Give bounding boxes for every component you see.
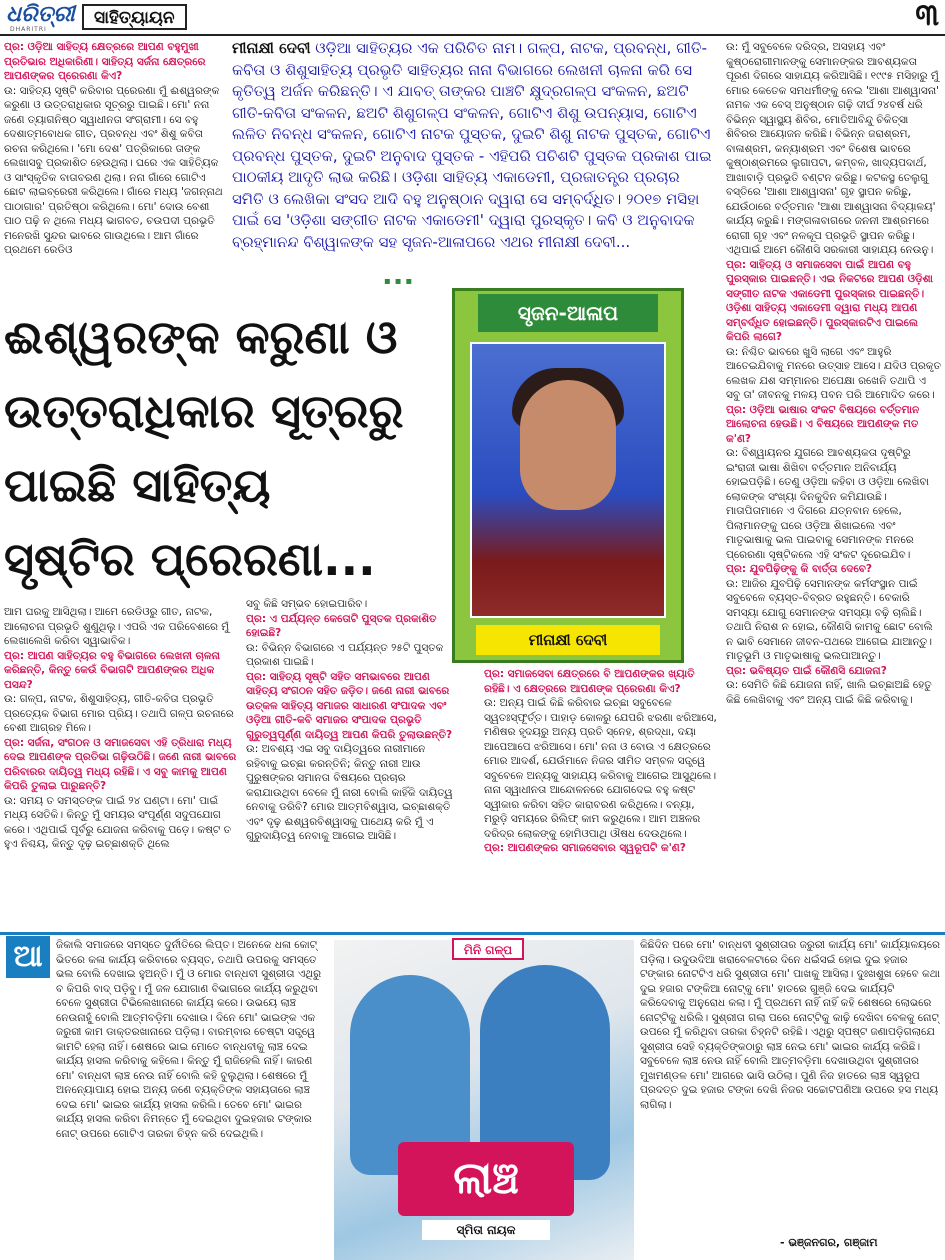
question: ପ୍ର: ଭବିଷ୍ୟତ ପାଇଁ କୌଣସି ଯୋଜନା? [726,664,887,677]
answer: ସବୁ କିଛି ସମ୍ଭବ ହୋଇପାରିବ। [246,598,368,610]
headline-line: ପାଇଛି ସାହିତ୍ୟ [4,458,271,512]
answer: ଉ: ଆଜିର ଯୁବପିଢ଼ି ସେମାନଙ୍କ କର୍ମସଂସ୍ଥାନ ପାଇଁ ସବୁବେଳେ ବ୍ୟସ୍ତ-ବିବ୍ରତ ରହୁଛନ୍ତି। ବେକାରି ସମସ୍ୟା ଯୋଗୁ ସେମାନଙ୍କ ସମସ୍ୟା ବଢ଼ି ଚାଲିଛି। ତଥାପି ନିରାଶ ନ ହୋଇ, କୌଣସି କାମକୁ ଛୋଟ ବୋଲି ନ ଭାବି ସେମାନେ ଜୀବନ-ପଥରେ ଆଗେଇ ଯାଆନ୍ତୁ। ମାତୃଭୂମି ଓ ମାତୃଭାଷାକୁ ଭଲପାଆନ୍ତୁ। [726,577,933,662]
story-left-text: ଜିକାଲି ସମାଜରେ ସମସ୍ତେ ଦୁର୍ନୀତିରେ ଲିପ୍ତ। ଅନେକେ ଧଳା କୋଟ୍ ଭିତରେ କଳା କାର୍ଯ୍ୟ କରିବାରେ ବ୍ୟସ୍ତ, ତଥାପି ଉପରକୁ ସମସ୍ତେ ଭଲ ବୋଲି ଦେଖାଇ ହୁଅନ୍ତି। ମୁଁ ଓ ମୋର ବାନ୍ଧବୀ ସୁଶ୍ରୀତା ଏଥିରୁ ବ କିପରି ବାଦ୍ ପଡ଼ିବୁ। ମୁଁ ଜଳ ଯୋଗାଣ ବିଭାଗରେ କାର୍ଯ୍ୟ କରୁଥିବା ବେଳେ ସୁଶ୍ରୀତା ଟିଭିଲେଖାନାରେ କାର୍ଯ୍ୟ କରେ। ଉଭୟେ ଲାଞ୍ଚ ନେଉନାହୁଁ ବୋଲି ଆତ୍ମବଡ଼ିମା ଦେଖାଉ। ଦିନେ ମୋ' ଭାଇଙ୍କ ଏକ ଜରୁରୀ କାମ ଡାକ୍ତରଖାନାରେ ପଡ଼ିଲା। ବାରମ୍ବାର ଚେଷ୍ଟା ସତ୍ତ୍ୱେ କାମଟି ହେଲା ନାହିଁ। ଶେଷରେ ଭାଇ ମୋତେ ବାନ୍ଧବୀକୁ ଲାଞ୍ଚ ଦେଇ କାର୍ଯ୍ୟ ହାସଲ କରିବାକୁ କହିଲେ। କିନ୍ତୁ ମୁଁ ରାଜିହେଲି ନାହିଁ। କାରଣ ମୋ' ବାନ୍ଧବୀ ଲାଞ୍ଚ ନେଉ ନାହିଁ ବୋଲି କହି ବୁଲୁଥିଲା। ଶେଷରେ ମୁଁ ଅନନ୍ୟୋପାୟ ହୋଇ ଅନ୍ୟ ଜଣେ ବ୍ୟକ୍ତିଙ୍କ ସହାୟତାରେ ଲାଞ୍ଚ ଦେଇ ମୋ' ଭାଇର କାର୍ଯ୍ୟ ହାସଲ କରିଲି। ତେବେ ମୋ' ଭାଇର କାର୍ଯ୍ୟ ହାସଲ କରିବା ନିମନ୍ତେ ମୁଁ ଦେଇଥିବା ଦୁଇହଜାର ଟଙ୍କାର ନୋଟ୍ ଉପରେ ଗୋଟିଏ ତାରକା ଚିହ୍ନ କରି ଦେଇଥିଲି। [56,939,322,1140]
question: ପ୍ର: ଯୁବପିଢ଼ିଙ୍କୁ କି ବାର୍ତ୍ତା ଦେବେ? [726,563,872,575]
photo-face [520,380,616,510]
intro-paragraph [232,38,712,273]
question: ପ୍ର: ସମାଜସେବା କ୍ଷେତ୍ରରେ ବି ଆପଣଙ୍କର ଖ୍ୟାତି ରହିଛି। ଏ କ୍ଷେତ୍ରରେ ଆପଣଙ୍କ ପ୍ରେରଣା କିଏ? [484,668,695,695]
answer: ଉ: ଅବଶ୍ୟ ଏଇ ସବୁ ଦାୟିତ୍ୱରେ ନାରୀମାନେ ରହିବାକୁ ଇଚ୍ଛା କରନ୍ତିନି; କିନ୍ତୁ ନାରୀ ଆଉ ପୁରୁଷଙ୍କର ସମାନତା ବିଷୟରେ ପ୍ରଚାର କରାଯାଉଥିବା ବେଳେ ମୁଁ ନାରୀ ବୋଲି କାହିଁକି ଦାୟିତ୍ୱ ନେବାକୁ ଡରିବି? ମୋର ଆତ୍ମବିଶ୍ୱାସ, ଇଚ୍ଛାଶକ୍ତି ଏବଂ ଦୃଢ଼ ଈଶ୍ୱରବିଶ୍ୱାସକୁ ପାଥେୟ କରି ମୁଁ ଏ ଗୁରୁଦାୟିତ୍ୱ ନେବାକୁ ଆଗେଇ ଆସିଛି। [246,743,453,842]
question: ପ୍ର: ସାହିତ୍ୟ ଓ ସମାଜସେବା ପାଇଁ ଆପଣ ବହୁ ପୁରସ୍କାର ପାଇଛନ୍ତି। ଏଇ ନିକଟରେ ଆପଣ ଓଡ଼ିଶା ସଙ୍ଗୀତ ନାଟକ ଏକାଡେମୀ ପୁରସ୍କାର ପାଇଛନ୍ତି। ଓଡ଼ିଶା ସାହିତ୍ୟ ଏକାଡେମୀ ଦ୍ୱାରା ମଧ୍ୟ ଆପଣ ସମ୍ବର୍ଦ୍ଧିତ ହୋଇଛନ୍ତି। ପୁରସ୍କାରଟିଏ ପାଇଲେ କିପରି ଲାଗେ? [726,258,933,343]
col1-top [4,40,226,295]
headline [4,300,444,600]
answer: ଉ: ସମୟ ତ ସମସ୍ତଙ୍କ ପାଇଁ ୨୪ ଘଣ୍ଟା। ମୋ' ପାଇଁ ମଧ୍ୟ ସେତିକି। କିନ୍ତୁ ମୁଁ ସମୟର ସଂପୂର୍ଣ୍ଣ ସଦୁପଯୋଗ କରେ। ଏଥିପାଇଁ ପୂର୍ବରୁ ଯୋଜନା କରିବାକୁ ପଡ଼େ। କଷ୍ଟ ତ ହୁଏ ନିଶ୍ଚୟ, କିନ୍ତୁ ଦୃଢ଼ ଇଚ୍ଛାଶକ୍ତି ଥିଲେ [4,794,232,850]
col-bottom-3 [484,667,718,928]
page-number: ୩ [915,0,939,33]
answer: ଉ: ମୁଁ ସବୁବେଳେ ଦରିଦ୍ର, ଅସହାୟ ଏବଂ କୁଷ୍ଠରୋଗୀମାନଙ୍କୁ ସେମାନଙ୍କର ଆବଶ୍ୟକତା ପୂରଣ ଦିଗରେ ସାହାଯ୍ୟ କରିଆସିଛି। ୧୯୯୫ ମସିହାରୁ ମୁଁ ମୋର କେତେକ ସମଧର୍ମୀଙ୍କୁ ନେଇ 'ଆଶା ଆଶ୍ୱାସନା' ନାମକ ଏକ ବେସ୍ ଅନୁଷ୍ଠାନ ଗଢ଼ି ଦୀର୍ଘ ୨୪ବର୍ଷ ଧରି ବିଭିନ୍ନ ସ୍ୱାସ୍ଥ୍ୟ ଶିବିର, ମୋତିଆବିନ୍ଦୁ ଚିକିତ୍ସା ଶିବିରର ଆୟୋଜନ କରିଛି। ବିଭିନ୍ନ ଜରାଶ୍ରମ, ବାଳାଶ୍ରମ, କନ୍ୟାଶ୍ରମ ଏବଂ ବିଶେଷ ଭାବରେ କୁଷ୍ଠାଶ୍ରମରେ ଲୁଗାପଟା, କମ୍ବଳ, ଖାଦ୍ୟପଦାର୍ଥ, ଆଖାବାଡ଼ି ପ୍ରଭୃତି ବଣ୍ଟନ କରିଛୁ। କଟକସ୍ଥ ତେଲୁଗୁ ବସ୍ତିରେ 'ଆଶା ଆଶ୍ୱାସନା' ଗୃହ ସ୍ଥାପନ କରିଛୁ, ଯେଉଁଠାରେ ବର୍ତ୍ତମାନ 'ଆଶା ଆଶ୍ୱାସନା ବିଦ୍ୟାଳୟ' କାର୍ଯ୍ୟ କରୁଛି। ମଙ୍ଗଳାବାଗରେ ଜନନୀ ଆଶ୍ରମରେ ରୋଗୀ ଗୃହ ଏବଂ ନଳକୂପ ପ୍ରଭୃତି ସ୍ଥାପନ କରିଛୁ। ଏଥିପାଇଁ ଆମେ କୌଣସି ସରକାରୀ ସାହାଯ୍ୟ ନେଉନୁ। [726,41,940,256]
story-title: ଲାଞ୍ଚ [398,1142,574,1216]
answer: ଉ: ଗଳ୍ପ, ନାଟକ, ଶିଶୁସାହିତ୍ୟ, ଗୀତି-କବିତା ପ୍ରଭୃତି ପ୍ରତ୍ୟେକ ବିଭାଗ ମୋର ପ୍ରିୟ। ତଥାପି ଗଳ୍ପ ରଚନାରେ ବେଶୀ ଆଗ୍ରହ ମିଳେ। [4,693,234,734]
question: ପ୍ର: ଆପଣଙ୍କର ସମାଜସେବାର ସ୍ୱରୂପଟି କ'ଣ? [484,842,686,854]
answer: ଉ: ସେମିତି କିଛି ଯୋଜନା ନାହିଁ, ଖାଲି ଇଚ୍ଛାଅଛି ହେତୁ କିଛି ଲେଖିବାକୁ ଏବଂ ଅନ୍ୟ ପାଇଁ କିଛି କରିବାକୁ। [726,679,932,706]
question: ପ୍ର: ଓଡ଼ିଆ ସାହିତ୍ୟ କ୍ଷେତ୍ରରେ ଆପଣ ବହୁମୁଖୀ ପ୍ରତିଭାର ଅଧିକାରିଣୀ। ସାହିତ୍ୟ ସର୍ଜନା କ୍ଷେତ୍ରରେ ଆପଣଙ୍କର ପ୍ରେରଣା କିଏ? [4,41,206,82]
col-right [726,40,942,928]
question: ପ୍ର: ସାହିତ୍ୟ ସୃଷ୍ଟି ସହିତ ସମଭାବରେ ଆପଣ ସାହିତ୍ୟ ସଂଗଠନ ସହିତ ଜଡ଼ିତ। ଜଣେ ନାରୀ ଭାବରେ ଉତ୍କଳ ସାହିତ୍ୟ ସମାଜର ସାଧାରଣ ସଂପାଦକ ଏବଂ ଓଡ଼ିଆ ଗୀତି-କବି ସମାଜର ସଂପାଦକ ପ୍ରଭୃତି ଗୁରୁତ୍ୱପୂର୍ଣ୍ଣ ଦାୟିତ୍ୱ ଆପଣ କିପରି ତୁଲାଉଛନ୍ତି? [246,670,453,741]
headline-line: ଈଶ୍ୱରଙ୍କ କରୁଣା ଓ [4,310,398,364]
divider-ornament: ▪▪▪ [383,276,417,287]
story-signoff: - ଭଞ୍ଜନଗର, ଗଞ୍ଜାମ [780,1236,878,1249]
col-bottom-1 [4,605,240,928]
panel-title: ସୃଜନ-ଆଳାପ [478,294,658,332]
author-name: ମୀନାକ୍ଷୀ ଦେବୀ [232,39,311,57]
question: ପ୍ର: ଆପଣ ସାହିତ୍ୟର ବହୁ ବିଭାଗରେ ଲେଖନୀ ଚାଳନା କରିଛନ୍ତି, କିନ୍ତୁ କେଉଁ ବିଭାଗଟି ଆପଣଙ୍କର ଅଧିକ ପସନ୍ଦ? [4,649,220,691]
story-author: ସ୍ମିତା ନାୟକ [422,1220,550,1240]
answer: ଆମ ଘରକୁ ଆସିଥିଲା। ଆମେ ରେଡିଓରୁ ଗୀତ, ନାଟକ, ଆଲୋଚନା ପ୍ରଭୃତି ଶୁଣୁଥିଲୁ। ଏପରି ଏକ ପରିବେଶରେ ମୁଁ ଲେଖାଲେଖି କରିବା ସ୍ୱାଭାବିକ। [4,606,230,647]
question: ପ୍ର: ଓଡ଼ିଆ ଭାଷାର ସଂକଟ ବିଷୟରେ ବର୍ତ୍ତମାନ ଆଲୋଚନା ହେଉଛି। ଏ ବିଷୟରେ ଆପଣଙ୍କ ମତ କ'ଣ? [726,403,920,445]
answer: ଉ: ସାହିତ୍ୟ ସୃଷ୍ଟି କରିବାର ପ୍ରେରଣା ମୁଁ ଈଶ୍ୱରଙ୍କ କରୁଣା ଓ ଉତ୍ତରାଧିକାର ସୂତ୍ରରୁ ପାଇଛି। ମୋ' ନନା ଜଣେ ତ୍ୟାଗନିଷ୍ଠ ସ୍ୱାଧୀନତା ସଂଗ୍ରାମୀ। ସେ ବହୁ ଦେଶାତ୍ମବୋଧକ ଗୀତ, ପ୍ରବନ୍ଧ ଏବଂ ଶିଶୁ କବିତା ରଚନା କରିଥିଲେ। 'ମୋ ଦେଶ' ପତ୍ରିକାରେ ତାଙ୍କ ଲେଖାସବୁ ପ୍ରକାଶିତ ହେଉଥିଲା। ଘରେ ଏକ ସାହିତ୍ୟିକ ଓ ସାଂସ୍କୃତିକ ବାତାବରଣ ଥିଲା। ନନା ଗାଁରେ ଗୋଟିଏ ଛୋଟ ଲାଇବ୍ରେରୀ କରିଥିଲେ। ଗାଁରେ ମଧ୍ୟ 'ଜଗନ୍ନାଥ ପାଠାଗାର' ପ୍ରତିଷ୍ଠା କରିଥିଲେ। ମୋ' ଦୋଉ ବେଶୀ ପାଠ ପଢ଼ି ନ ଥିଲେ ମଧ୍ୟ ଭାଗବତ, ଚଉପଦୀ ପ୍ରଭୃତି ମନେରଖି ସୁନ୍ଦର ଭାବରେ ଗାଉଥିଲେ। ଆମ ଗାଁରେ ପ୍ରଥମେ ରେଡିଓ [4,84,223,256]
answer: ଉ: ବିଶ୍ୱାୟନର ଯୁଗରେ ଆବଶ୍ୟକତା ଦୃଷ୍ଟିରୁ ଇଂରାଜୀ ଭାଷା ଶିଖିବା ବର୍ତ୍ତମାନ ଅନିବାର୍ଯ୍ୟ ହୋଇପଡ଼ିଛି। ତେଣୁ ଓଡ଼ିଆ କହିବା ଓ ଓଡ଼ିଆ ଲେଖିବା ଲୋକଙ୍କ ସଂଖ୍ୟା ଦିନକୁଦିନ କମିଯାଉଛି। ମାତାପିତାମାନେ ଏ ଦିଗରେ ଯତ୍ନବାନ ହେଲେ, ପିଲାମାନଙ୍କୁ ଘରେ ଓଡ଼ିଆ ଶିଖାଇଲେ ଏବଂ ମାତୃଭାଷାକୁ ଭଲ ପାଇବାକୁ ସେମାନଙ୍କ ମନରେ ପ୍ରେରଣା ସୃଷ୍ଟିକଲେ ଏହି ସଂକଟ ଦୂରେଇଯିବ। [726,447,930,561]
headline-line: ଉତ୍ତରାଧିକାର ସୂତ୍ରରୁ [4,384,404,438]
section-title: ସାହିତ୍ୟାୟନ [82,4,187,30]
answer: ଉ: ବିଭିନ୍ନ ବିଭାଗରେ ଏ ପର୍ଯ୍ୟନ୍ତ ୨୫ଟି ପୁସ୍ତକ ପ୍ରକାଶ ପାଇଛି। [246,641,444,668]
mini-story-tag: ମିନି ଗଳ୍ପ [452,938,524,960]
question: ପ୍ର: ଏ ପର୍ଯ୍ୟନ୍ତ କେତୋଟି ପୁସ୍ତକ ପ୍ରକାଶିତ ହୋଇଛି? [246,612,437,639]
question: ପ୍ର: ସର୍ଜନା, ସଂଗଠନ ଓ ସମାଜସେବା ଏହି ତ୍ରିଧାରା ମଧ୍ୟ ଦେଇ ଆପଣଙ୍କ ପ୍ରତିଭା ଗଢ଼ିଉଠିଛି। ଜଣେ ନାରୀ ଭାବରେ ପରିବାରର ଦାୟିତ୍ୱ ମଧ୍ୟ ରହିଛି। ଏ ସବୁ କାମକୁ ଆପଣ କିପରି ତୁଲାଇ ପାରୁଛନ୍ତି? [4,736,237,792]
photo-caption: ମୀନାକ୍ଷୀ ଦେବୀ [476,625,660,655]
answer: ଉ: ନିଶ୍ଚିତ ଭାବରେ ଖୁସି ଲାଗେ ଏବଂ ଆହୁରି ଆତେଇଯିବାକୁ ମନରେ ଉତ୍ସାହ ଆସେ। ଯଦିଓ ପ୍ରକୃତ ଲେଖକ ଯଶ ସମ୍ମାନର ଅପେକ୍ଷା ରଖେନି ତଥାପି ଏ ସବୁ ତା' ଜୀବନକୁ ମଳୟ ପବନ ପରି ଆମୋଦିତ କରେ। [726,345,942,401]
newspaper-logo: ଧରିତ୍ରୀ [6,2,75,27]
answer: ଉ: ଅନ୍ୟ ପାଇଁ କିଛି କରିବାର ଇଚ୍ଛା ସବୁବେଳେ ସ୍ୱତଃସ୍ଫୂର୍ତ୍ତ। ପାହାଡ଼ କୋଳରୁ ଯେପରି ଝରଣା ଝରିଆସେ, ମଣିଷର ହୃଦୟରୁ ଅନ୍ୟ ପ୍ରତି ସ୍ନେହ, ଶ୍ରଦ୍ଧା, ଦୟା ଆପେଆପେ ଝରିଆସେ। ମୋ' ନନା ଓ ବୋଉ ଏ କ୍ଷେତ୍ରରେ ମୋର ଆଦର୍ଶ, ଯେଉଁମାନେ ନିଜର ସୀମିତ ସମ୍ବଳ ସତ୍ତ୍ୱେ ସବୁବେଳେ ଅନ୍ୟକୁ ସାହାଯ୍ୟ କରିବାକୁ ଆଗେଇ ଆସୁଥିଲେ। ନାନା ସ୍ୱାଧୀନତା ଆନ୍ଦୋଳନରେ ଯୋଗଦେଇ ବହୁ କଷ୍ଟ ସ୍ୱୀକାର କରିବା ସହିତ କାରାବରଣ କରିଥିଲେ। ବନ୍ୟା, ମରୁଡ଼ି ସମୟରେ ରିଲିଫ୍ କାମ କରୁଥିଲେ। ଆମ ଅଞ୍ଚଳର ଦରିଦ୍ର ଲୋକଙ୍କୁ ହୋମିଓପାଥି ଔଷଧ ଦେଉଥିଲେ। [484,697,717,840]
col-bottom-2 [246,597,456,928]
newspaper-logo-sub: DHARITRI [10,26,47,33]
intro-text: ଓଡ଼ିଆ ସାହିତ୍ୟର ଏକ ପରିଚିତ ନାମ। ଗଳ୍ପ, ନାଟକ, ପ୍ରବନ୍ଧ, ଗୀତି-କବିତା ଓ ଶିଶୁସାହିତ୍ୟ ପ୍ରଭୃତି ସାହିତ୍ୟର ନାନା ବିଭାଗରେ ଲେଖନୀ ଚାଳନା କରି ସେ କୃତିତ୍ୱ ଅର୍ଜନ କରିଛନ୍ତି। ଏ ଯାବତ୍ ତାଙ୍କର ପାଞ୍ଚଟି କ୍ଷୁଦ୍ରଗଳ୍ପ ସଂକଳନ, ଛଅଟି ଗୀତି-କବିତା ସଂକଳନ, ଛଅଟି ଶିଶୁଗଳ୍ପ ସଂକଳନ, ଗୋଟିଏ ଶିଶୁ ଉପନ୍ୟାସ, ଗୋଟିଏ ଲଳିତ ନିବନ୍ଧ ସଂକଳନ, ଗୋଟିଏ ନାଟକ ପୁସ୍ତକ, ଦୁଇଟି ଶିଶୁ ନାଟକ ପୁସ୍ତକ, ଗୋଟିଏ ପ୍ରବନ୍ଧ ପୁସ୍ତକ, ଦୁଇଟି ଅନୁବାଦ ପୁସ୍ତକ - ଏହିପରି ପଚିଶଟି ପୁସ୍ତକ ପ୍ରକାଶ ପାଇ ପାଠକୀୟ ଆଦୃତି ଲାଭ କରିଛି। ଓଡ଼ିଶା ସାହିତ୍ୟ ଏକାଡେମୀ, ପ୍ରଜାତନ୍ତ୍ର ପ୍ରଚାର ସମିତି ଓ ଲେଖିକା ସଂସଦ ଆଦି ବହୁ ଅନୁଷ୍ଠାନ ଦ୍ୱାରା ସେ ସମ୍ବର୍ଦ୍ଧିତ। ୨୦୧୭ ମସିହା ପାଇଁ ସେ 'ଓଡ଼ିଶା ସଙ୍ଗୀତ ନାଟକ ଏକାଡେମୀ' ଦ୍ୱାରା ପୁରସ୍କୃତ। କବି ଓ ଅନୁବାଦକ ବ୍ରହ୍ମାନନ୍ଦ ବିଶ୍ୱାଳଙ୍କ ସହ ସୃଜନ-ଆଳାପରେ ଏଥର ମୀନାକ୍ଷୀ ଦେବୀ... [232,39,712,251]
drop-cap: ଆ [6,936,50,978]
story-right-text: କିଛିଦିନ ପରେ ମୋ' ବାନ୍ଧବୀ ସୁଶ୍ରୀତାର ଜରୁରୀ କାର୍ଯ୍ୟ ମୋ' କାର୍ଯ୍ୟାଳୟରେ ପଡ଼ିଲା। ଉଦୁଉଦିଆ ଖରାବେଳଟାରେ ଦିନେ ଧଇଁସଇଁ ହୋଇ ଦୁଇ ହଜାର ଟଙ୍କାର ନୋଟଟିଏ ଧରି ସୁଶ୍ରୀତା ମୋ' ପାଖକୁ ଆସିଲା। ଦୁଃଖଶୁଖ ହେବେ କଥା ଦୁଇ ହଜାର ଟଙ୍କିଆ ନୋଟ୍କୁ ମୋ' ହାତରେ ଗୁଞ୍ଜି ଦେଇ କାର୍ଯ୍ୟଟି କରିଦେବାକୁ ଅନୁରୋଧ କଲା। ମୁଁ ପ୍ରଥମେ ନାହିଁ ନାହିଁ କହି ଶେଷରେ ଲୋଭରେ ନୋଟ୍ଟିକୁ ଧରିଲି। ସୁଶ୍ରୀତା ଗଲା ପରେ ନୋଟ୍ଟିକୁ କାଢ଼ି ଦେଖିବା ବେଳକୁ ନୋଟ୍ ଉପରେ ମୁଁ କରିଥିବା ତାରକା ଚିହ୍ନଟି ରହିଛି। ଏଥିରୁ ସ୍ପଷ୍ଟ ଜଣାପଡ଼ିଗଲାଯେ ସୁଶ୍ରୀତା ସେହି ବ୍ୟକ୍ତିଙ୍କଠାରୁ ଲାଞ୍ଚ ନେଇ ମୋ' ଭାଇର କାର୍ଯ୍ୟ କରିଛି। ସବୁବେଳେ ଲାଞ୍ଚ ନେଉ ନାହିଁ ବୋଲି ଆତ୍ମବଡ଼ିମା ଦେଖାଉଥିବା ସୁଶ୍ରୀତାର ମୁଖମଣ୍ଡଳ ମୋ' ଆଗରେ ଭାସି ଉଠିଲା। ପୁଣି ନିଜ ହାତରେ ଲାଞ୍ଚ ସ୍ୱରୂପ ପ୍ରଦତ୍ତ ଦୁଇ ହଜାର ଟଙ୍କା ଦେଖି ନିଜର ସଚ୍ଚୋଟପଣିଆ ଉପରେ ହସ ମଧ୍ୟ ଲାଗିଲା। [640,939,941,1111]
headline-line: ସୃଷ୍ଟିର ପ୍ରେରଣା... [4,532,376,586]
